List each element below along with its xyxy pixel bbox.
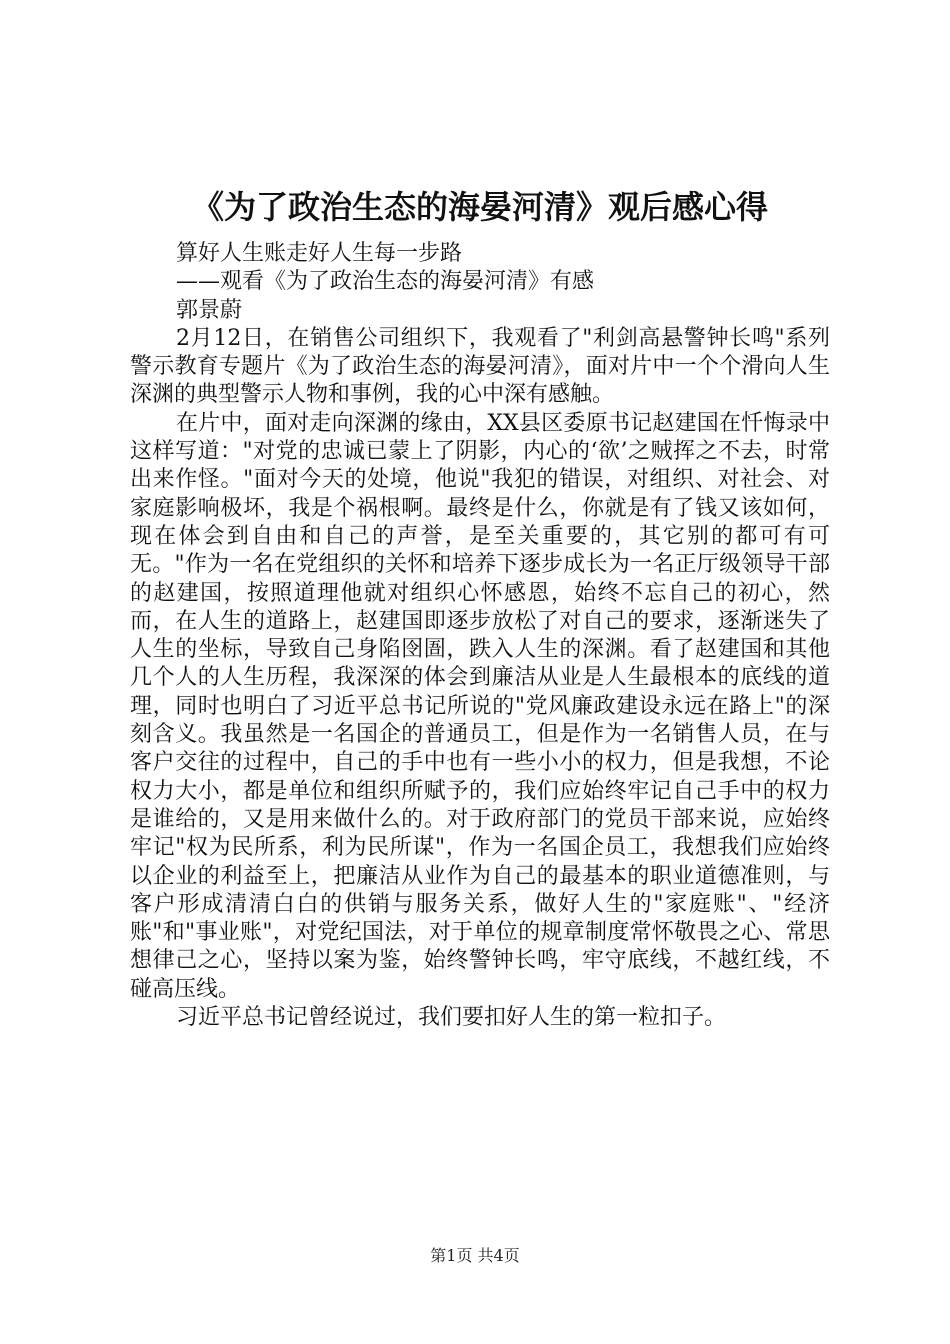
paragraph-closing: 习近平总书记曾经说过，我们要扣好人生的第一粒扣子。 (176, 1005, 727, 1031)
document-title: 《为了政治生态的海晏河清》观后感心得 (191, 188, 768, 226)
paragraph-intro: 2月12日，在销售公司组织下，我观看了"利剑高悬警钟长鸣"系列警示教育专题片《为了政治生态的海晏河清》，面对片中一个个滑向人生深渊的典型警示人物和事例，我的心中深有感触。 (130, 325, 830, 408)
author-name: 郭景蔚 (176, 297, 243, 323)
subtitle-line: 算好人生账走好人生每一步路 (176, 241, 463, 266)
subtitle-line-secondary: ——观看《为了政治生态的海晏河清》有感 (176, 269, 595, 295)
page-footer: 第1页 共4页 (430, 1246, 520, 1265)
document-body (130, 240, 830, 1032)
paragraph-main: 在片中，面对走向深渊的缘由，XX县区委原书记赵建国在忏悔录中这样写道："对党的忠诚已蒙上了阴影，内心的‘欲’之贼挥之不去，时常出来作怪。"面对今天的处境，他说"我犯的错误，对组织、对社会、对家庭影响极坏，我是个祸根啊。最终是什么，你就是有了钱又该如何，现在体会到自由和自己的声誉，是至关重要的，其它别的都可有可无。"作为一名在党组织的关怀和培养下逐步成长为一名正厅级领导干部的赵建国，按照道理他就对组织心怀感恩，始终不忘自己的初心，然而，在人生的道路上，赵建国即逐步放松了对自己的要求，逐渐迷失了人生的坐标，导致自己身陷囹圄，跌入人生的深渊。看了赵建国和其他几个人的人生历程，我深深的体会到廉洁从业是人生最根本的底线的道理，同时也明白了习近平总书记所说的"党风廉政建设永远在路上"的深刻含义。我虽然是一名国企的普通员工，但是作为一名销售人员，在与客户交往的过程中，自己的手中也有一些小小的权力，但是我想，不论权力大小，都是单位和组织所赋予的，我们应始终牢记自己手中的权力是谁给的，又是用来做什么的。对于政府部门的党员干部来说，应始终牢记"权为民所系，利为民所谋"，作为一名国企员工，我想我们应始终以企业的利益至上，把廉洁从业作为自己的最基本的职业道德准则，与客户形成清清白白的供销与服务关系，做好人生的"家庭账"、"经济账"和"事业账"，对党纪国法，对于单位的规章制度常怀敬畏之心、常思想律己之心，坚持以案为鉴，始终警钟长鸣，牢守底线，不越红线，不碰高压线。 (130, 410, 830, 1002)
